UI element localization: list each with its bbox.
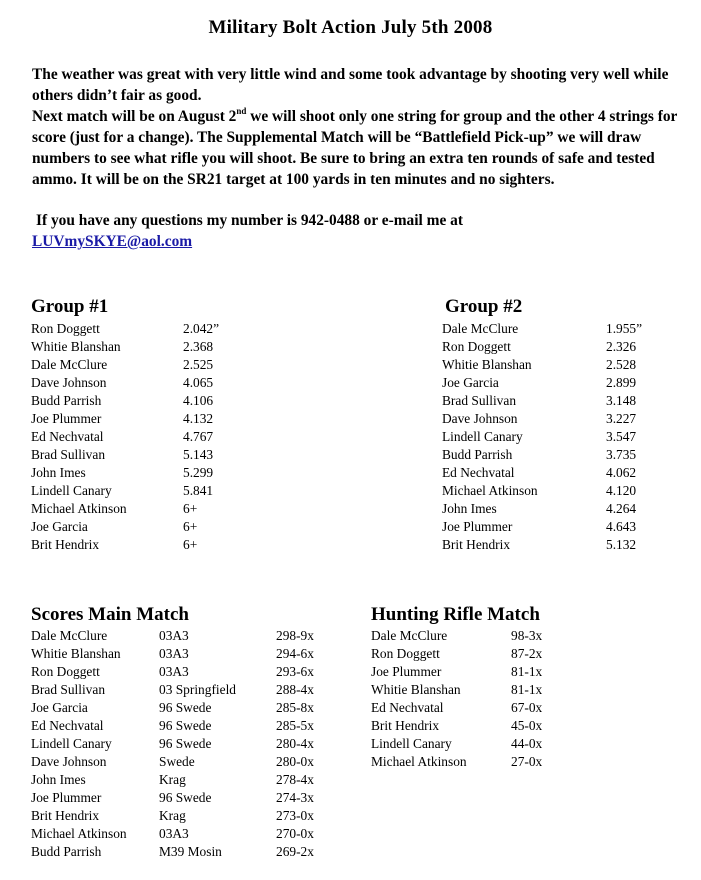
shooter-name: Budd Parrish: [442, 447, 513, 462]
rifle-type: 96 Swede: [159, 718, 212, 733]
shooter-name: Joe Plummer: [371, 664, 442, 679]
table-row: [442, 410, 692, 428]
table-row: [31, 464, 251, 482]
shooter-name: Dave Johnson: [31, 375, 107, 390]
score: 280-4x: [276, 736, 314, 751]
table-row: [371, 753, 591, 771]
next-match-text-a: Next match will be on August 2: [32, 108, 237, 125]
shooter-name: Budd Parrish: [31, 844, 102, 859]
score: 67-0x: [511, 700, 543, 715]
shooter-name: Lindell Canary: [442, 429, 523, 444]
score: 44-0x: [511, 736, 543, 751]
score: 288-4x: [276, 682, 314, 697]
rifle-type: Swede: [159, 754, 195, 769]
group2-title: Group #2: [445, 296, 523, 317]
hunting-table: [371, 627, 591, 771]
shooter-name: Joe Garcia: [31, 700, 88, 715]
main-match-title: Scores Main Match: [31, 604, 189, 625]
table-row: [31, 825, 351, 843]
table-row: [31, 735, 351, 753]
table-row: [31, 753, 351, 771]
group1-title: Group #1: [31, 296, 109, 317]
rifle-type: 03 Springfield: [159, 682, 236, 697]
shooter-name: John Imes: [31, 465, 86, 480]
table-row: [442, 320, 692, 338]
shooter-name: Whitie Blanshan: [31, 646, 121, 661]
table-row: [371, 735, 591, 753]
group-size: 6+: [183, 501, 198, 516]
table-row: [442, 338, 692, 356]
table-row: [442, 356, 692, 374]
shooter-name: Michael Atkinson: [31, 501, 127, 516]
table-row: [371, 627, 591, 645]
table-row: [442, 392, 692, 410]
rifle-type: Krag: [159, 772, 186, 787]
table-row: [31, 807, 351, 825]
table-row: [31, 645, 351, 663]
shooter-name: Joe Plummer: [31, 790, 102, 805]
group-size: 4.767: [183, 429, 214, 444]
score: 285-8x: [276, 700, 314, 715]
shooter-name: Dale McClure: [442, 321, 519, 336]
table-row: [371, 645, 591, 663]
score: 273-0x: [276, 808, 314, 823]
table-row: [31, 663, 351, 681]
group-size: 4.132: [183, 411, 214, 426]
score: 81-1x: [511, 664, 543, 679]
shooter-name: Dave Johnson: [442, 411, 518, 426]
rifle-type: 96 Swede: [159, 736, 212, 751]
shooter-name: Ed Nechvatal: [31, 429, 104, 444]
group-size: 4.062: [606, 465, 637, 480]
table-row: [31, 392, 251, 410]
group-size: 5.143: [183, 447, 214, 462]
shooter-name: Brad Sullivan: [31, 447, 106, 462]
group-size: 4.065: [183, 375, 214, 390]
score: 270-0x: [276, 826, 314, 841]
table-row: [31, 338, 251, 356]
page-title: Military Bolt Action July 5th 2008: [208, 17, 493, 38]
rifle-type: 03A3: [159, 826, 189, 841]
next-match-paragraph: [32, 106, 697, 190]
group-size: 2.042”: [183, 321, 220, 336]
group-size: 2.368: [183, 339, 214, 354]
table-row: [31, 789, 351, 807]
shooter-name: Lindell Canary: [31, 483, 112, 498]
group-size: 5.841: [183, 483, 214, 498]
shooter-name: John Imes: [442, 501, 497, 516]
shooter-name: Ed Nechvatal: [31, 718, 104, 733]
shooter-name: Ron Doggett: [371, 646, 440, 661]
ordinal-suffix: nd: [236, 106, 247, 116]
group-size: 3.227: [606, 411, 637, 426]
weather-paragraph: The weather was great with very little wind and some took advantage by shooting very well while others didn’t fair as good.: [32, 66, 669, 104]
shooter-name: Brit Hendrix: [371, 718, 440, 733]
table-row: [31, 374, 251, 392]
table-row: [442, 536, 692, 554]
shooter-name: Joe Garcia: [442, 375, 499, 390]
shooter-name: Brad Sullivan: [442, 393, 517, 408]
shooter-name: Whitie Blanshan: [442, 357, 532, 372]
table-row: [31, 320, 251, 338]
group2-table: [442, 320, 692, 554]
group-size: 6+: [183, 519, 198, 534]
table-row: [442, 500, 692, 518]
group-size: 3.735: [606, 447, 637, 462]
table-row: [371, 663, 591, 681]
table-row: [442, 518, 692, 536]
group-size: 6+: [183, 537, 198, 552]
table-row: [31, 500, 251, 518]
table-row: [371, 699, 591, 717]
shooter-name: Brit Hendrix: [31, 537, 100, 552]
score: 87-2x: [511, 646, 543, 661]
table-row: [31, 771, 351, 789]
rifle-type: M39 Mosin: [159, 844, 222, 859]
shooter-name: Michael Atkinson: [31, 826, 127, 841]
group-size: 4.643: [606, 519, 637, 534]
shooter-name: Ron Doggett: [31, 321, 100, 336]
score: 274-3x: [276, 790, 314, 805]
group-size: 2.326: [606, 339, 637, 354]
group-size: 4.264: [606, 501, 637, 516]
group-size: 5.132: [606, 537, 637, 552]
shooter-name: Joe Garcia: [31, 519, 88, 534]
score: 45-0x: [511, 718, 543, 733]
score: 98-3x: [511, 628, 543, 643]
shooter-name: Brit Hendrix: [442, 537, 511, 552]
score: 294-6x: [276, 646, 314, 661]
email-link[interactable]: LUVmySKYE@aol.com: [32, 233, 193, 250]
shooter-name: Brad Sullivan: [31, 682, 106, 697]
shooter-name: Whitie Blanshan: [371, 682, 461, 697]
score: 298-9x: [276, 628, 314, 643]
table-row: [31, 446, 251, 464]
group-size: 3.148: [606, 393, 637, 408]
table-row: [31, 681, 351, 699]
score: 278-4x: [276, 772, 314, 787]
shooter-name: Ed Nechvatal: [442, 465, 515, 480]
group-size: 2.525: [183, 357, 214, 372]
intro-text: [32, 64, 697, 252]
group-size: 4.106: [183, 393, 214, 408]
shooter-name: Brit Hendrix: [31, 808, 100, 823]
shooter-name: John Imes: [31, 772, 86, 787]
table-row: [371, 681, 591, 699]
shooter-name: Ron Doggett: [31, 664, 100, 679]
table-row: [442, 428, 692, 446]
table-row: [31, 536, 251, 554]
questions-paragraph: If you have any questions my number is 942-0488 or e-mail me at: [36, 212, 463, 229]
table-row: [442, 446, 692, 464]
rifle-type: 03A3: [159, 628, 189, 643]
rifle-type: 96 Swede: [159, 700, 212, 715]
main-match-table: [31, 627, 351, 861]
email-line: [32, 231, 697, 252]
table-row: [31, 356, 251, 374]
table-row: [31, 410, 251, 428]
shooter-name: Ed Nechvatal: [371, 700, 444, 715]
group-size: 2.899: [606, 375, 637, 390]
table-row: [31, 482, 251, 500]
paragraph-gap: [32, 190, 697, 210]
shooter-name: Ron Doggett: [442, 339, 511, 354]
group-size: 3.547: [606, 429, 637, 444]
score: 280-0x: [276, 754, 314, 769]
table-row: [31, 627, 351, 645]
score: 27-0x: [511, 754, 543, 769]
score: 81-1x: [511, 682, 543, 697]
group-size: 4.120: [606, 483, 637, 498]
shooter-name: Michael Atkinson: [371, 754, 467, 769]
next-match-text-b: we will shoot only one string for group and the other 4 strings for score (just for a change). The Supplemental Match will be “Battlefield Pick-up” we will draw numbers to see what rifle you will shoot. Be sure to bring an extra ten rounds of safe and tested ammo. It will be on the SR21 target at 100 yards in ten minutes and no sighters.: [32, 108, 678, 188]
shooter-name: Lindell Canary: [31, 736, 112, 751]
shooter-name: Dale McClure: [371, 628, 448, 643]
group1-table: [31, 320, 251, 554]
table-row: [371, 717, 591, 735]
shooter-name: Budd Parrish: [31, 393, 102, 408]
table-row: [442, 482, 692, 500]
shooter-name: Dale McClure: [31, 357, 108, 372]
rifle-type: 03A3: [159, 664, 189, 679]
table-row: [31, 428, 251, 446]
rifle-type: 96 Swede: [159, 790, 212, 805]
table-row: [31, 518, 251, 536]
shooter-name: Whitie Blanshan: [31, 339, 121, 354]
score: 293-6x: [276, 664, 314, 679]
score: 269-2x: [276, 844, 314, 859]
shooter-name: Dave Johnson: [31, 754, 107, 769]
shooter-name: Michael Atkinson: [442, 483, 538, 498]
rifle-type: Krag: [159, 808, 186, 823]
table-row: [31, 699, 351, 717]
shooter-name: Lindell Canary: [371, 736, 452, 751]
group-size: 1.955”: [606, 321, 643, 336]
table-row: [442, 464, 692, 482]
shooter-name: Joe Plummer: [31, 411, 102, 426]
shooter-name: Dale McClure: [31, 628, 108, 643]
group-size: 2.528: [606, 357, 637, 372]
table-row: [442, 374, 692, 392]
shooter-name: Joe Plummer: [442, 519, 513, 534]
score: 285-5x: [276, 718, 314, 733]
group-size: 5.299: [183, 465, 214, 480]
rifle-type: 03A3: [159, 646, 189, 661]
table-row: [31, 717, 351, 735]
hunting-title: Hunting Rifle Match: [371, 604, 540, 625]
table-row: [31, 843, 351, 861]
